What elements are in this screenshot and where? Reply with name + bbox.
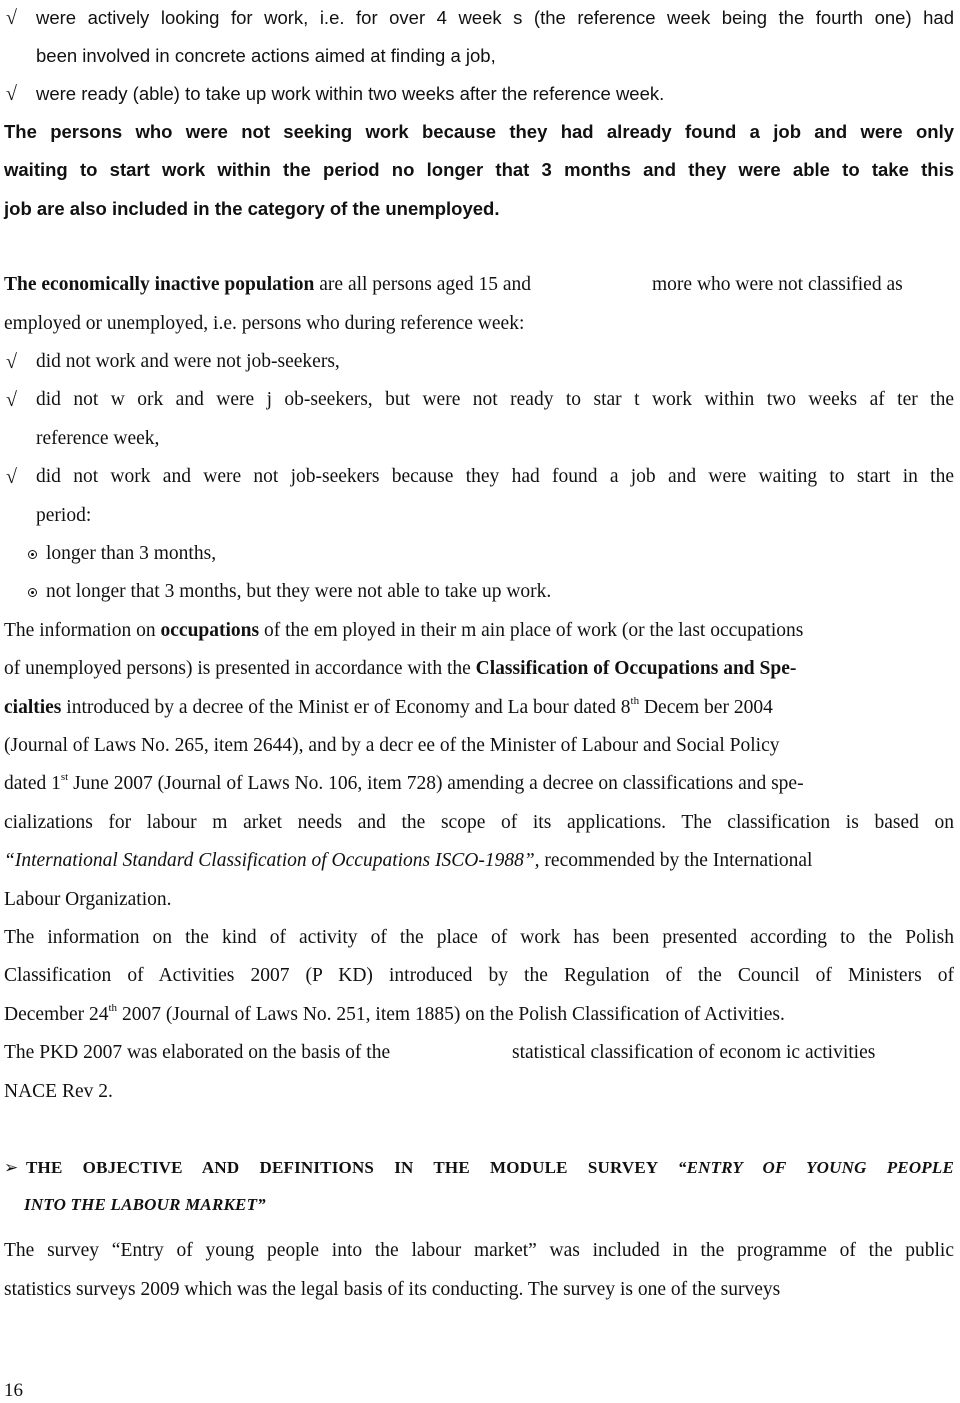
superscript: st	[60, 771, 69, 783]
term-bold: The economically inactive population	[4, 274, 315, 295]
bullet-icon	[28, 550, 37, 559]
text-fragment: of the em ployed in their m ain place of work (or the last occupations	[264, 620, 804, 641]
bullet-icon	[28, 588, 37, 597]
check-icon: √	[6, 83, 17, 105]
text-fragment: The information on	[4, 620, 156, 641]
check-icon: √	[6, 351, 17, 373]
text-line: The information on the kind of activity of the place of work has been presented according to the Polish	[4, 927, 954, 948]
text-fragment: June 2007 (Journal of Laws No. 106, item 728) amending a decree on classifications and spe-	[73, 773, 804, 794]
text-line: been involved in concrete actions aimed at finding a job,	[36, 45, 496, 66]
text-line	[4, 695, 954, 721]
superscript: th	[108, 1002, 118, 1014]
check-icon: √	[6, 466, 17, 488]
section-heading	[26, 1155, 954, 1181]
text-line	[4, 272, 954, 298]
text-line: not longer that 3 months, but they were not able to take up work.	[46, 581, 552, 602]
text-line	[4, 656, 954, 682]
text-fragment: dated 1	[4, 773, 61, 794]
text-line: longer than 3 months,	[46, 543, 217, 564]
text-line	[4, 1002, 954, 1028]
text-fragment: statistical classification of econom ic activities	[512, 1042, 876, 1063]
heading-italic: “ENTRY OF YOUNG PEOPLE	[677, 1158, 955, 1177]
text-fragment: recommended by the International	[544, 850, 813, 871]
text-line: did not work and were not job-seekers,	[36, 351, 340, 372]
text-fragment: Decem ber 2004	[643, 697, 773, 718]
text-line: period:	[36, 505, 92, 526]
text-line: waiting to start work within the period no longer that 3 months and they were able to take this	[4, 159, 954, 180]
text-fragment: The PKD 2007 was elaborated on the basis of the	[4, 1042, 391, 1063]
text-fragment: 2007 (Journal of Laws No. 251, item 1885) on the Polish Classification of Activities.	[121, 1004, 785, 1025]
text-fragment: introduced by a decree of the Minist er of Economy and La bour dated 8	[66, 697, 631, 718]
text-line: Classification of Activities 2007 (P KD) introduced by the Regulation of the Council of Ministers of	[4, 965, 954, 986]
text-fragment: of unemployed persons) is presented in accordance with the	[4, 658, 471, 679]
term-bold: Classification of Occupations and Spe-	[475, 658, 797, 679]
superscript: th	[630, 695, 640, 707]
text-line: (Journal of Laws No. 265, item 2644), and by a decr ee of the Minister of Labour and Social Policy	[4, 735, 780, 756]
text-line	[4, 848, 954, 874]
check-icon: √	[6, 389, 17, 411]
text-line	[4, 1040, 954, 1066]
text-line: Labour Organization.	[4, 889, 172, 910]
text-line: cializations for labour m arket needs and the scope of its applications. The classification is based on	[4, 812, 954, 833]
text-line: employed or unemployed, i.e. persons who during reference week:	[4, 313, 525, 334]
text-line: did not work and were not job-seekers because they had found a job and were waiting to start in the	[36, 466, 954, 487]
text-line: reference week,	[36, 428, 160, 449]
text-fragment: more who were not classified as	[652, 274, 903, 295]
page-number: 16	[4, 1380, 23, 1401]
heading-italic: INTO THE LABOUR MARKET”	[24, 1195, 266, 1214]
text-line: were ready (able) to take up work within two weeks after the reference week.	[36, 83, 665, 104]
heading-text: THE OBJECTIVE AND DEFINITIONS IN THE MODULE SURVEY	[26, 1158, 658, 1177]
arrow-bullet-icon: ➢	[4, 1158, 19, 1177]
text-line: NACE Rev 2.	[4, 1081, 113, 1102]
check-icon: √	[6, 7, 17, 29]
text-line: The persons who were not seeking work because they had already found a job and were only	[4, 121, 954, 142]
text-line: job are also included in the category of the unemployed.	[4, 198, 500, 219]
reference-italic: “International Standard Classification of Occupations ISCO-1988”,	[4, 850, 540, 871]
text-line: did not w ork and were j ob-seekers, but were not ready to star t work within two weeks af ter the	[36, 389, 954, 410]
text-line: were actively looking for work, i.e. for over 4 week s (the reference week being the fourth one) had	[36, 7, 954, 28]
section-heading	[24, 1192, 960, 1218]
text-line	[4, 618, 954, 644]
term-bold: cialties	[4, 697, 62, 718]
text-line: The survey “Entry of young people into the labour market” was included in the programme of the public	[4, 1240, 954, 1261]
text-line	[4, 771, 954, 797]
text-fragment: are all persons aged 15 and	[319, 274, 531, 295]
term-bold: occupations	[160, 620, 260, 641]
text-fragment: December 24	[4, 1004, 109, 1025]
text-line: statistics surveys 2009 which was the legal basis of its conducting. The survey is one of the surveys	[4, 1279, 781, 1300]
